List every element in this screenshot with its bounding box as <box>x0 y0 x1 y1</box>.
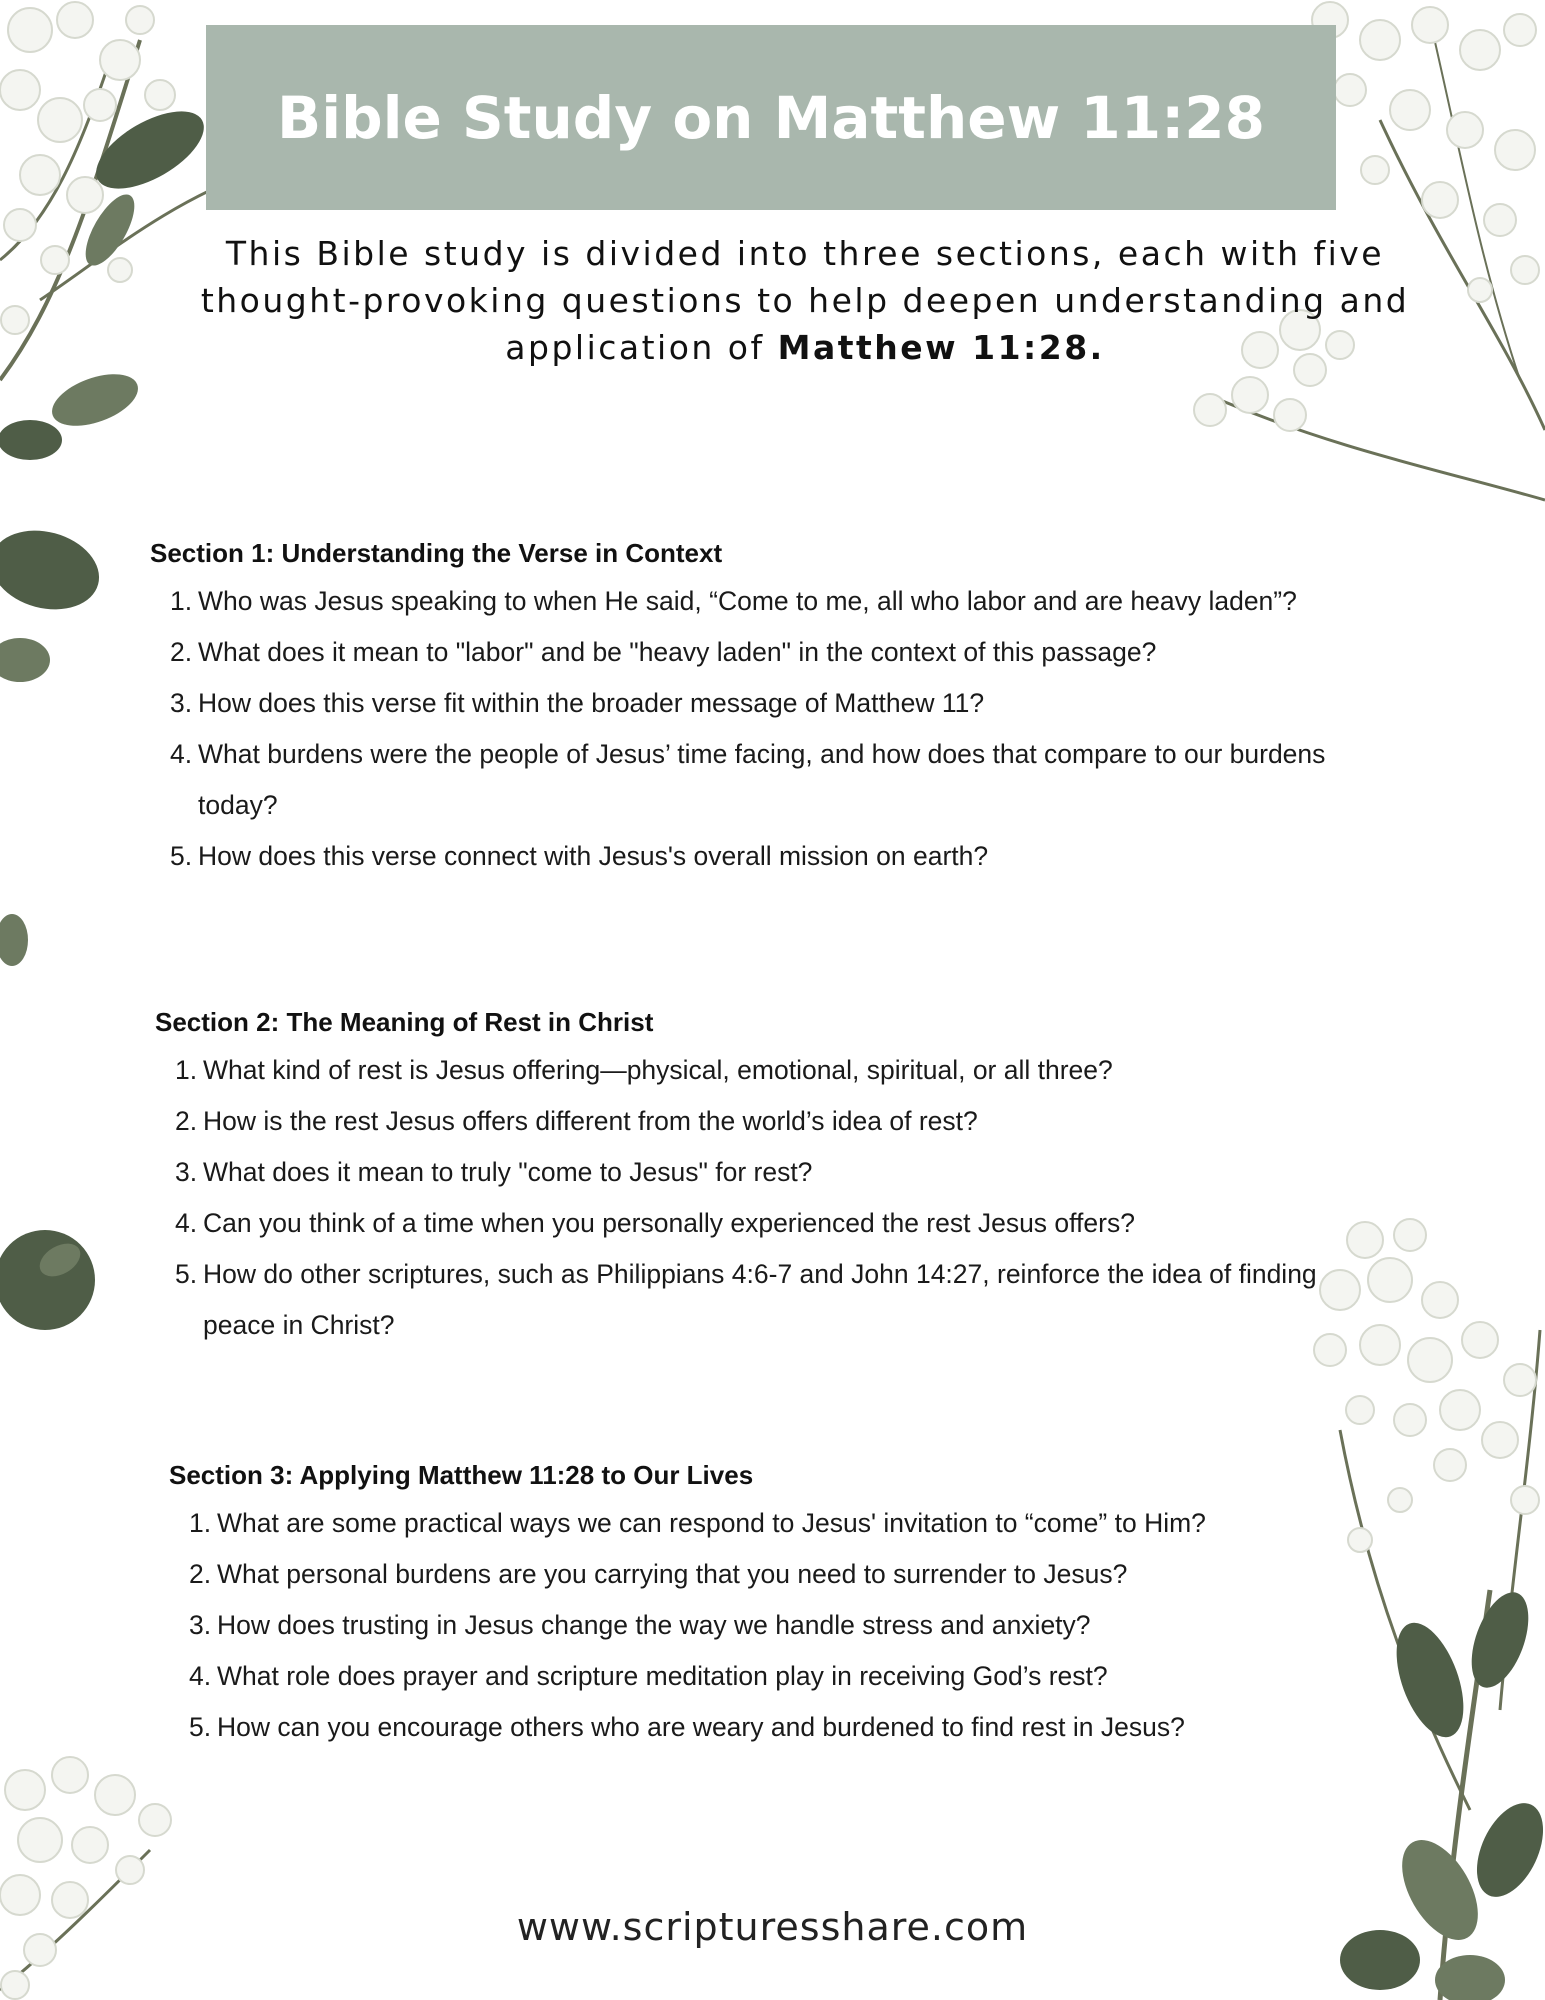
question-number: 2. <box>170 637 193 667</box>
question-text: How can you encourage others who are weary and burdened to find rest in Jesus? <box>217 1712 1185 1742</box>
question-text: What personal burdens are you carrying that you need to surrender to Jesus? <box>217 1559 1128 1589</box>
question-item <box>155 1147 1335 1198</box>
question-number: 5. <box>189 1712 212 1742</box>
question-text: What kind of rest is Jesus offering—physical, emotional, spiritual, or all three? <box>203 1055 1113 1085</box>
floral-left-small-leaf <box>0 900 40 980</box>
intro-text: This Bible study is divided into three sections, each with five thought-provoking questions to help deepen understanding and application of <box>200 234 1410 367</box>
website-footer: www.scripturesshare.com <box>516 1905 1029 1949</box>
question-list <box>150 576 1380 882</box>
question-item <box>150 831 1380 882</box>
section-heading: Section 3: Applying Matthew 11:28 to Our Lives <box>169 1460 754 1490</box>
question-text: What are some practical ways we can respond to Jesus' invitation to “come” to Him? <box>217 1508 1206 1538</box>
question-text: What burdens were the people of Jesus’ time facing, and how does that compare to our burdens today? <box>198 739 1326 820</box>
intro-paragraph <box>200 230 1410 371</box>
question-item <box>169 1702 1349 1753</box>
question-item <box>155 1198 1335 1249</box>
question-number: 2. <box>189 1559 212 1589</box>
question-number: 1. <box>189 1508 212 1538</box>
question-text: What does it mean to "labor" and be "heavy laden" in the context of this passage? <box>198 637 1157 667</box>
question-text: How is the rest Jesus offers different from the world’s idea of rest? <box>203 1106 978 1136</box>
question-text: How does trusting in Jesus change the way we handle stress and anxiety? <box>217 1610 1091 1640</box>
intro-reference: Matthew 11:28. <box>777 328 1105 367</box>
floral-left-middle-decoration <box>0 1220 100 1360</box>
question-item <box>150 576 1380 627</box>
question-text: What does it mean to truly "come to Jesus" for rest? <box>203 1157 813 1187</box>
question-item <box>150 729 1380 831</box>
question-item <box>150 627 1380 678</box>
question-number: 3. <box>170 688 193 718</box>
question-number: 4. <box>175 1208 198 1238</box>
question-number: 4. <box>189 1661 212 1691</box>
question-text: How do other scriptures, such as Philippians 4:6-7 and John 14:27, reinforce the idea of finding peace in Christ? <box>203 1259 1317 1340</box>
question-item <box>169 1600 1349 1651</box>
question-text: How does this verse fit within the broader message of Matthew 11? <box>198 688 985 718</box>
section-1 <box>150 538 1380 882</box>
question-list <box>155 1045 1335 1351</box>
question-item <box>169 1498 1349 1549</box>
section-2 <box>155 1007 1335 1351</box>
question-number: 5. <box>170 841 193 871</box>
question-item <box>169 1549 1349 1600</box>
question-item <box>150 678 1380 729</box>
question-text: How does this verse connect with Jesus's overall mission on earth? <box>198 841 989 871</box>
section-heading: Section 2: The Meaning of Rest in Christ <box>155 1007 654 1037</box>
section-3 <box>169 1460 1349 1753</box>
question-item <box>155 1249 1335 1351</box>
floral-left-leaf-decoration <box>0 510 110 710</box>
question-number: 5. <box>175 1259 198 1289</box>
question-text: What role does prayer and scripture meditation play in receiving God’s rest? <box>217 1661 1108 1691</box>
question-number: 2. <box>175 1106 198 1136</box>
question-number: 4. <box>170 739 193 769</box>
question-number: 1. <box>170 586 193 616</box>
question-number: 1. <box>175 1055 198 1085</box>
page-title: Bible Study on Matthew 11:28 <box>277 83 1265 152</box>
question-list <box>169 1498 1349 1753</box>
question-item <box>155 1096 1335 1147</box>
question-text: Who was Jesus speaking to when He said, “Come to me, all who labor and are heavy laden”? <box>198 586 1297 616</box>
question-item <box>169 1651 1349 1702</box>
question-number: 3. <box>175 1157 198 1187</box>
title-banner <box>206 25 1336 210</box>
section-heading: Section 1: Understanding the Verse in Context <box>150 538 723 568</box>
floral-bottom-left-decoration <box>0 1750 200 2000</box>
question-number: 3. <box>189 1610 212 1640</box>
question-text: Can you think of a time when you personally experienced the rest Jesus offers? <box>203 1208 1135 1238</box>
question-item <box>155 1045 1335 1096</box>
